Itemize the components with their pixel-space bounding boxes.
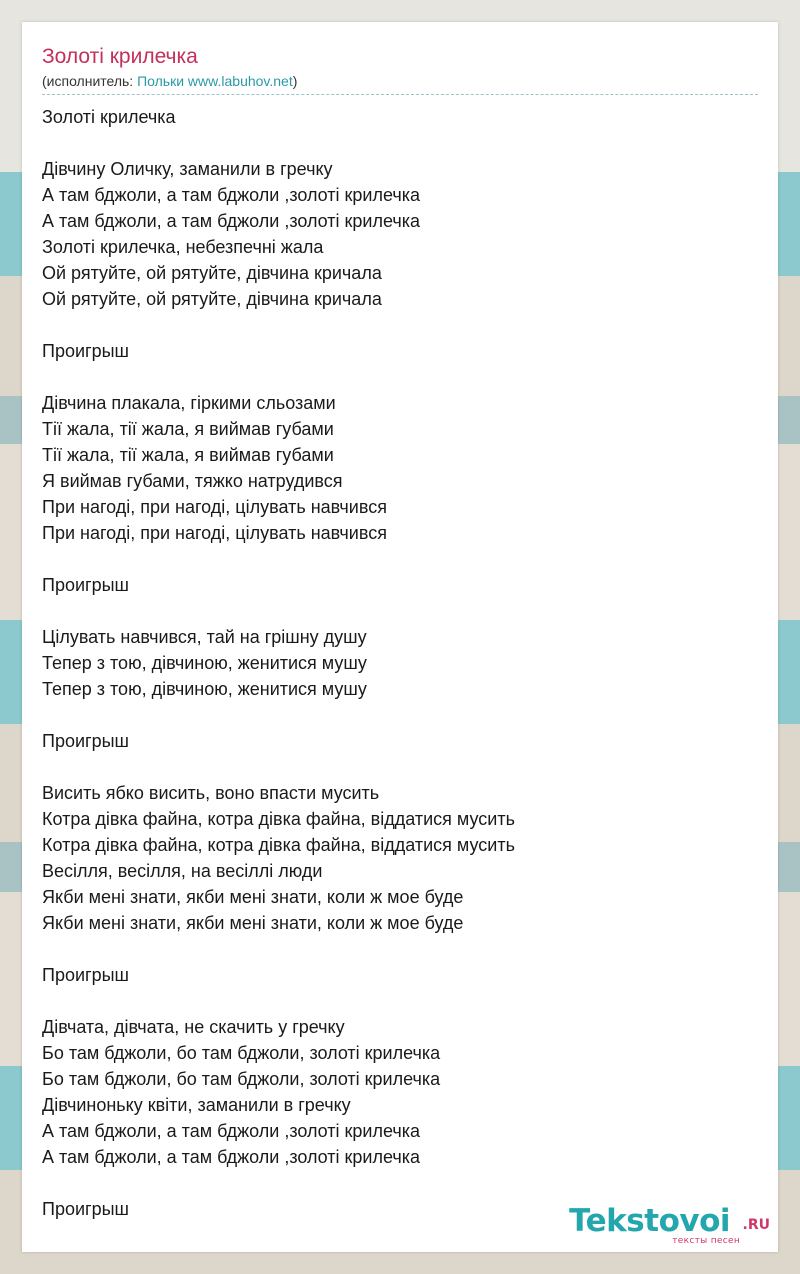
lyric-line: Котра дівка файна, котра дівка файна, віддатися мусить <box>42 835 515 855</box>
lyric-line <box>42 312 758 338</box>
song-title: Золоті крилечка <box>42 45 198 68</box>
lyric-line: Бо там бджоли, бо там бджоли, золоті крилечка <box>42 1043 441 1063</box>
lyric-line: А там бджоли, а там бджоли ,золоті крилечка <box>42 211 421 231</box>
lyric-line <box>42 364 758 390</box>
lyric-line: А там бджоли, а там бджоли ,золоті крилечка <box>42 1121 421 1141</box>
lyric-line <box>42 1170 758 1196</box>
lyric-line <box>42 598 758 624</box>
lyric-line: Проигрыш <box>42 731 129 751</box>
lyrics-card <box>22 22 778 1252</box>
lyric-line: Цілувать навчився, тай на грішну душу <box>42 627 367 647</box>
lyric-line: Котра дівка файна, котра дівка файна, віддатися мусить <box>42 809 515 829</box>
lyric-line <box>42 988 758 1014</box>
lyric-line <box>42 130 758 156</box>
song-header <box>42 42 758 95</box>
lyric-line <box>42 546 758 572</box>
lyric-line: Тії жала, тії жала, я виймав губами <box>42 445 334 465</box>
lyric-line: Я виймав губами, тяжко натрудився <box>42 471 343 491</box>
lyric-line: Дівчина плакала, гіркими сльозами <box>42 393 336 413</box>
lyric-line <box>42 754 758 780</box>
logo-wordmark: Tekstovoi <box>569 1203 730 1239</box>
lyric-line: Дівчину Оличку, заманили в гречку <box>42 159 333 179</box>
lyric-line: Проигрыш <box>42 965 129 985</box>
logo-domain: .RU <box>742 1217 770 1233</box>
lyric-line <box>42 702 758 728</box>
lyric-line: Висить ябко висить, воно впасти мусить <box>42 783 380 803</box>
lyric-line: Ой рятуйте, ой рятуйте, дівчина кричала <box>42 289 382 309</box>
lyric-line: Дівчиноньку квіти, заманили в гречку <box>42 1095 351 1115</box>
lyric-line: При нагоді, при нагоді, цілувать навчився <box>42 523 387 543</box>
lyric-line: А там бджоли, а там бджоли ,золоті крилечка <box>42 185 421 205</box>
lyric-line: Проигрыш <box>42 1199 129 1219</box>
lyrics-text <box>42 104 758 1222</box>
lyric-line: Тепер з тою, дівчиною, женитися мушу <box>42 653 367 673</box>
lyric-line: При нагоді, при нагоді, цілувать навчився <box>42 497 387 517</box>
lyric-line: Проигрыш <box>42 575 129 595</box>
artist-suffix: ) <box>292 73 298 89</box>
lyric-line: Якби мені знати, якби мені знати, коли ж мое буде <box>42 913 464 933</box>
lyric-line: Дівчата, дівчата, не скачить у гречку <box>42 1017 345 1037</box>
logo-tagline: тексты песен <box>672 1236 740 1246</box>
lyric-line: Тепер з тою, дівчиною, женитися мушу <box>42 679 367 699</box>
lyric-line: Бо там бджоли, бо там бджоли, золоті крилечка <box>42 1069 441 1089</box>
lyric-line: Ой рятуйте, ой рятуйте, дівчина кричала <box>42 263 382 283</box>
lyric-line: А там бджоли, а там бджоли ,золоті крилечка <box>42 1147 421 1167</box>
lyric-line: Золоті крилечка <box>42 107 176 127</box>
lyric-line: Якби мені знати, якби мені знати, коли ж мое буде <box>42 887 464 907</box>
lyric-line: Тії жала, тії жала, я виймав губами <box>42 419 334 439</box>
lyric-line: Весілля, весілля, на весіллі люди <box>42 861 323 881</box>
lyric-line: Проигрыш <box>42 341 129 361</box>
artist-link[interactable]: Польки www.labuhov.net <box>137 73 293 89</box>
lyric-line <box>42 936 758 962</box>
artist-line <box>42 72 297 90</box>
lyric-line: Золоті крилечка, небезпечні жала <box>42 237 324 257</box>
site-logo[interactable] <box>560 1204 770 1248</box>
artist-prefix: (исполнитель: <box>42 73 138 89</box>
